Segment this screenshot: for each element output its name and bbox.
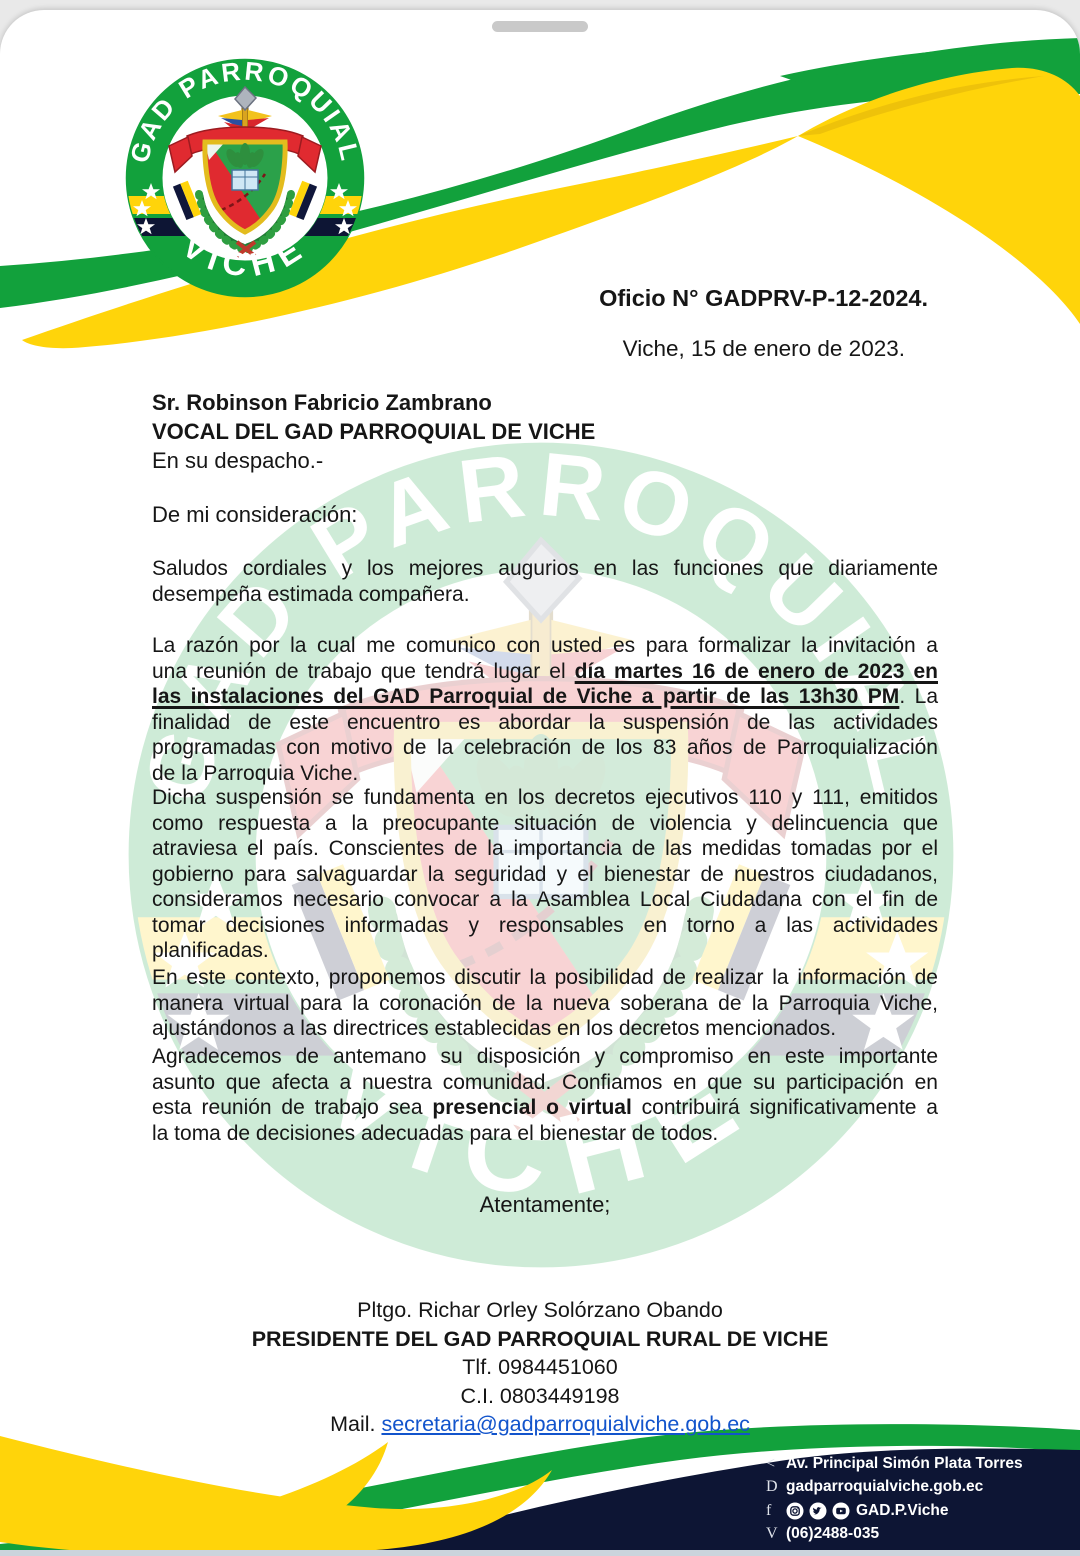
footer-address-row (766, 1452, 1023, 1476)
paragraph-4: En este contexto, proponemos discutir la posibilidad de realizar la información de manera virtual para la coronación de la nueva soberana de la Parroquia Viche, ajustándonos a las directrices establecidas en los decretos mencionados. (152, 966, 938, 1040)
gad-parroquial-logo (124, 56, 366, 296)
signer-phone: Tlf. 0984451060 (462, 1355, 618, 1379)
sheet-drag-handle[interactable] (492, 21, 588, 32)
office-reference: Oficio N° GADPRV-P-12-2024. (599, 285, 928, 311)
paragraph-5: Agradecemos de antemano su disposición y compromiso en este importante asunto que afecta a nuestra comunidad. Confiamos en que su participación en esta reunión de trabajo sea presencial o virtual contribuirá significativamente a la toma de decisiones adecuadas para el bienestar de todos. (152, 1045, 938, 1145)
footer-contact-block (766, 1452, 1023, 1546)
paragraph-1: Saludos cordiales y los mejores augurios en las funciones que diariamente desempeña estimada compañera. (152, 557, 938, 606)
instagram-icon (786, 1502, 804, 1520)
footer-social-row (766, 1499, 1023, 1523)
paragraph-2: La razón por la cual me comunico con usted es para formalizar la invitación a una reunión de trabajo que tendrá lugar el día martes 16 de enero de 2023 en las instalaciones del GAD Parroquial de Viche a partir de las 13h30 PM. La finalidad de este encuentro es abordar la suspensión de las actividades programadas con motivo de la celebración de los 83 años de Parroquialización de la Parroquia Viche. (152, 634, 938, 785)
signer-title: PRESIDENTE DEL GAD PARROQUIAL RURAL DE VICHE (251, 1326, 829, 1351)
signer-name: Pltgo. Richar Orley Solórzano Obando (357, 1298, 723, 1322)
recipient-title: VOCAL DEL GAD PARROQUIAL DE VICHE (152, 419, 596, 444)
signer-id: C.I. 0803449198 (460, 1383, 620, 1408)
recipient-dispatch: En su despacho.- (152, 448, 324, 473)
signer-mail-line (0, 1410, 1080, 1439)
globe-icon: D (766, 1478, 778, 1496)
highlighted-meeting-place: las instalaciones del GAD Parroquial de Viche a partir de las 13h30 PM (152, 685, 900, 708)
date-line: Viche, 15 de enero de 2023. (622, 336, 905, 361)
signature-block (0, 1296, 1080, 1439)
recipient-name: Sr. Robinson Fabricio Zambrano (152, 390, 492, 415)
highlighted-meeting-date: día martes 16 de enero de 2023 en (574, 659, 938, 683)
footer-address: Av. Principal Simón Plata Torres (786, 1454, 1023, 1472)
header-waves-graphic (0, 10, 1080, 440)
footer-phone: (06)2488-035 (786, 1525, 880, 1543)
bold-presencial-virtual: presencial o virtual (432, 1096, 632, 1119)
recipient-block (152, 388, 595, 475)
paragraph-3: Dicha suspensión se fundamenta en los decretos ejecutivos 110 y 111, emitidos como respuesta a la preocupante situación de violencia y delincuencia que atraviesa el país. Conscientes de la importancia de las medidas tomadas por el gobierno para salvaguardar la seguridad y el bienestar de nuestros ciudadanos, consideramos necesario convocar a la Asamblea Local Ciudadana con el fin de tomar decisiones informadas y responsables en torno a las actividades planificadas. (152, 786, 938, 962)
footer-website: gadparroquialviche.gob.ec (786, 1478, 984, 1496)
document-sheet (0, 10, 1080, 1556)
phone-icon: V (766, 1525, 778, 1543)
closing: Atentamente; (479, 1192, 611, 1217)
footer-phone-row (766, 1523, 1023, 1547)
twitter-icon (809, 1502, 827, 1520)
footer-social-handle: GAD.P.Viche (856, 1501, 949, 1519)
footer-bottom-strip (0, 1550, 1080, 1556)
email-link[interactable]: secretaria@gadparroquialviche.gob.ec (381, 1412, 750, 1436)
location-pin-icon: < (766, 1454, 776, 1472)
footer-website-row (766, 1476, 1023, 1500)
salutation: De mi consideración: (152, 502, 358, 527)
youtube-icon (832, 1502, 850, 1520)
mail-label: Mail. (330, 1412, 376, 1436)
facebook-icon: f (766, 1501, 772, 1519)
